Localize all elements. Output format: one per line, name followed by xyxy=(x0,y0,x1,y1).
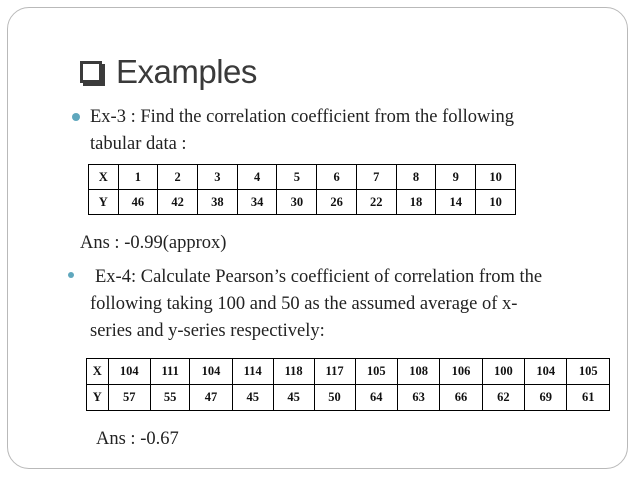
table-cell: 105 xyxy=(355,359,397,385)
table-cell: 108 xyxy=(397,359,439,385)
table-cell: 105 xyxy=(567,359,610,385)
table-cell: 63 xyxy=(397,385,439,411)
table-cell: 22 xyxy=(356,190,396,215)
slide-title xyxy=(80,51,257,93)
table-cell: 66 xyxy=(440,385,482,411)
table-cell: 7 xyxy=(356,165,396,190)
table-cell: 45 xyxy=(232,385,273,411)
table-cell: 42 xyxy=(158,190,198,215)
table-cell: 62 xyxy=(482,385,524,411)
table-row xyxy=(89,165,516,190)
table-cell: 111 xyxy=(150,359,189,385)
ex3-text xyxy=(90,104,514,158)
table-cell: 47 xyxy=(190,385,232,411)
table-cell: 10 xyxy=(476,190,516,215)
table-row xyxy=(89,190,516,215)
table-cell: 69 xyxy=(525,385,567,411)
table-cell: 50 xyxy=(314,385,355,411)
ex3-table xyxy=(88,164,516,215)
table-cell: 30 xyxy=(277,190,317,215)
table-cell: 5 xyxy=(277,165,317,190)
table-cell: 26 xyxy=(317,190,357,215)
checkbox-icon xyxy=(80,61,102,83)
ex4-answer: Ans : -0.67 xyxy=(96,429,179,449)
table-cell: 64 xyxy=(355,385,397,411)
table-cell: 61 xyxy=(567,385,610,411)
table-cell: 18 xyxy=(396,190,436,215)
dot-bullet-icon xyxy=(72,113,80,121)
table-cell: 57 xyxy=(108,385,150,411)
table-cell: 46 xyxy=(118,190,158,215)
dot-bullet-icon xyxy=(68,272,74,278)
table-row xyxy=(87,359,610,385)
table-header-y: Y xyxy=(87,385,109,411)
table-cell: 10 xyxy=(476,165,516,190)
table-row xyxy=(87,385,610,411)
table-cell: 1 xyxy=(118,165,158,190)
table-cell: 100 xyxy=(482,359,524,385)
table-cell: 104 xyxy=(190,359,232,385)
ex4-table xyxy=(86,358,610,411)
table-cell: 104 xyxy=(525,359,567,385)
table-cell: 34 xyxy=(237,190,277,215)
table-cell: 6 xyxy=(317,165,357,190)
table-cell: 2 xyxy=(158,165,198,190)
table-cell: 55 xyxy=(150,385,189,411)
table-cell: 106 xyxy=(440,359,482,385)
table-header-y: Y xyxy=(89,190,119,215)
table-cell: 3 xyxy=(198,165,238,190)
title-text: Examples xyxy=(116,53,257,90)
table-cell: 104 xyxy=(108,359,150,385)
table-cell: 8 xyxy=(396,165,436,190)
table-cell: 9 xyxy=(436,165,476,190)
table-header-x: X xyxy=(87,359,109,385)
ex4-line-3: series and y-series respectively: xyxy=(90,321,325,341)
ex3-answer: Ans : -0.99(approx) xyxy=(80,233,227,253)
table-cell: 114 xyxy=(232,359,273,385)
table-cell: 4 xyxy=(237,165,277,190)
table-header-x: X xyxy=(89,165,119,190)
table-cell: 45 xyxy=(273,385,314,411)
ex3-line-1: Ex-3 : Find the correlation coefficient from the following xyxy=(90,107,515,127)
table-cell: 117 xyxy=(314,359,355,385)
table-cell: 118 xyxy=(273,359,314,385)
ex4-text xyxy=(90,264,542,345)
table-cell: 38 xyxy=(198,190,238,215)
ex3-line-2: tabular data : xyxy=(90,134,187,154)
table-cell: 14 xyxy=(436,190,476,215)
ex4-line-1: Ex-4: Calculate Pearson’s coefficient of correlation from the xyxy=(95,267,543,287)
ex4-line-2: following taking 100 and 50 as the assumed average of x- xyxy=(90,294,518,314)
